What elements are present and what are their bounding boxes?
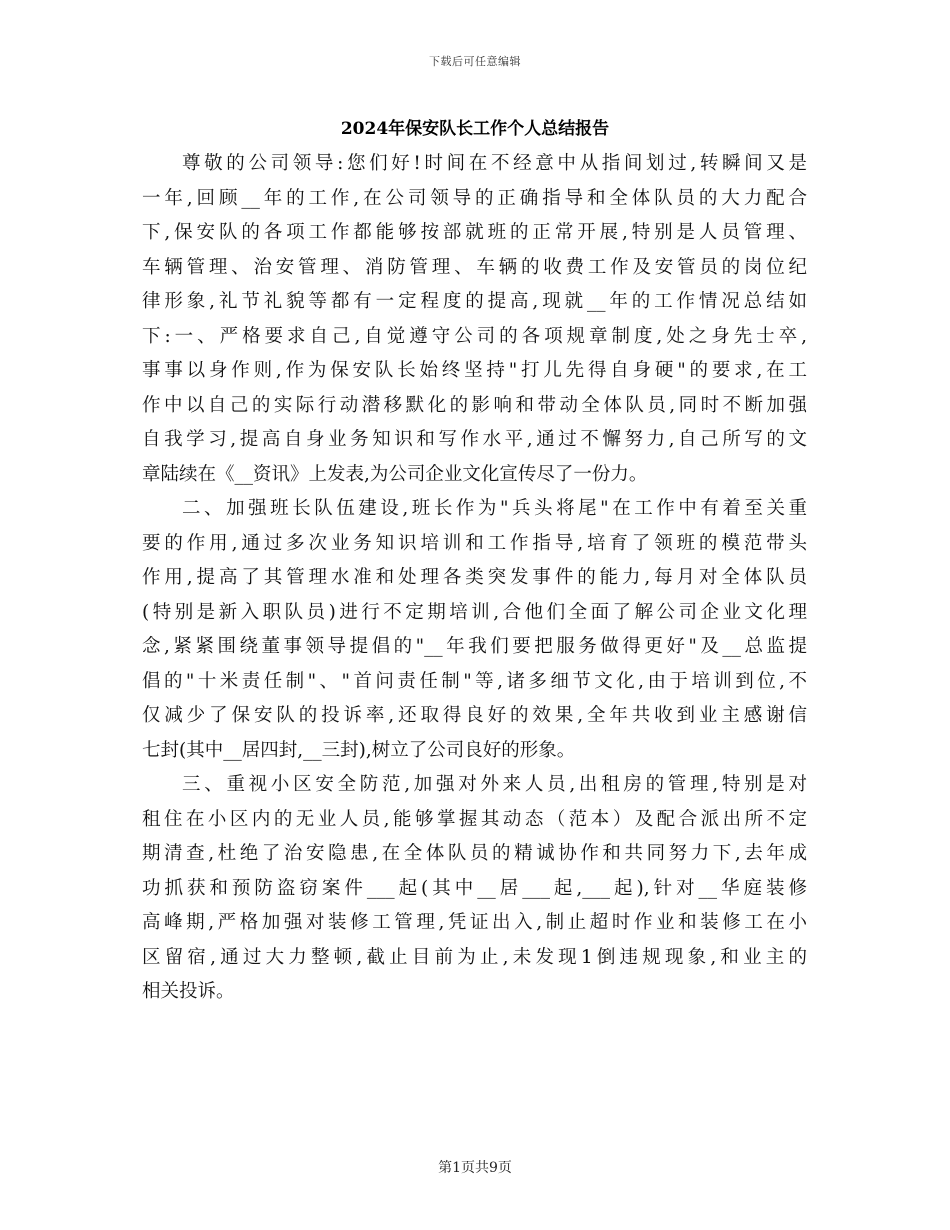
body-line: 三、重视小区安全防范,加强对外来人员,出租房的管理,特别是对: [182, 774, 807, 795]
body-line: 下:一、严格要求自己,自觉遵守公司的各项规章制度,处之身先士卒,: [142, 325, 807, 347]
body-line: 区留宿,通过大力整顿,截止目前为止,未发现1倒违规现象,和业主的: [142, 946, 807, 968]
body-line: 要的作用,通过多次业务知识培训和工作指导,培育了领班的模范带头: [142, 532, 807, 554]
body-line: 租住在小区内的无业人员,能够掌握其动态（范本）及配合派出所不定: [142, 808, 807, 830]
body-line: 作中以自己的实际行动潜移默化的影响和带动全体队员,同时不断加强: [142, 394, 807, 416]
document-title: 2024年保安队长工作个人总结报告: [340, 119, 610, 139]
body-line: 一年,回顾__年的工作,在公司领导的正确指导和全体队员的大力配合: [142, 187, 807, 209]
body-line: 自我学习,提高自身业务知识和写作水平,通过不懈努力,自己所写的文: [142, 429, 807, 450]
body-line: 念,紧紧围绕董事领导提倡的"__年我们要把服务做得更好"及__总监提: [142, 636, 807, 657]
body-line: 律形象,礼节礼貌等都有一定程度的提高,现就__年的工作情况总结如: [142, 291, 807, 312]
body-line: 尊敬的公司领导:您们好!时间在不经意中从指间划过,转瞬间又是: [182, 153, 807, 174]
body-line: 倡的"十米责任制"、"首问责任制"等,诸多细节文化,由于培训到位,不: [142, 670, 807, 692]
body-line: 事事以身作则,作为保安队长始终坚持"打儿先得自身硬"的要求,在工: [142, 360, 807, 381]
body-line: 期清查,杜绝了治安隐患,在全体队员的精诚协作和共同努力下,去年成: [142, 843, 807, 864]
body-line: (特别是新入职队员)进行不定期培训,合他们全面了解公司企业文化理: [142, 601, 807, 623]
body-line: 功抓获和预防盗窃案件___起(其中__居___起,___起),针对__华庭装修: [142, 877, 807, 899]
body-line: 章陆续在《__资讯》上发表,为公司企业文化宣传尽了一份力。: [142, 463, 648, 485]
body-line: 二、加强班长队伍建设,班长作为"兵头将尾"在工作中有着至关重: [182, 498, 807, 519]
body-line: 高峰期,严格加强对装修工管理,凭证出入,制止超时作业和装修工在小: [142, 912, 807, 933]
body-line: 作用,提高了其管理水准和处理各类突发事件的能力,每月对全体队员: [142, 567, 807, 588]
body-line: 下,保安队的各项工作都能够按部就班的正常开展,特别是人员管理、: [142, 222, 807, 243]
body-line: 车辆管理、治安管理、消防管理、车辆的收费工作及安管员的岗位纪: [142, 256, 807, 278]
body-line: 相关投诉。: [142, 981, 235, 1002]
page-footer: 第1页共9页: [438, 1160, 512, 1176]
body-line: 七封(其中__居四封,__三封),树立了公司良好的形象。: [142, 739, 576, 761]
document-body: [142, 147, 807, 1010]
header-note: 下载后可任意编辑: [429, 55, 521, 68]
body-line: 仅减少了保安队的投诉率,还取得良好的效果,全年共收到业主感谢信: [142, 705, 807, 726]
